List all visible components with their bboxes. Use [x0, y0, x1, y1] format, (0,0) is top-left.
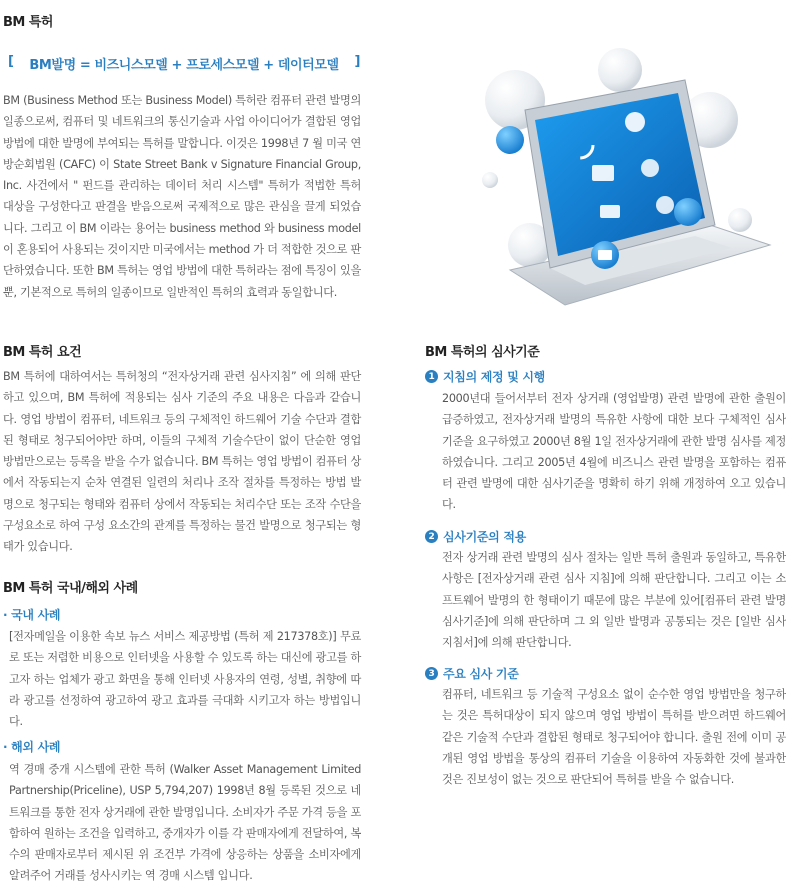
criteria-item-2-title: 심사기준의 적용 — [443, 530, 526, 544]
requirements-body: BM 특허에 대하여서는 특허청의 “전자상거래 관련 심사지침” 에 의해 판단하고 있으며, BM 특허에 적용되는 심사 기준의 주요 내용은 다음과 같습니다. 영업 방법이 컴퓨터, 네트워크 등의 구체적인 하드웨어 기술 수단과 결합된 형태로 청구되어야만 하며, 이들의 구체적 기술수단이 없이 단순한 영업방법만으로는 등록을 받을 수가 없습니다. BM 특허는 영업 방법이 컴퓨터 상에서 작동되는지 순차 연결된 일련의 처리나 조작 절차를 특정하는 방법 발명으로 청구되는 형태와 컴퓨터 상에서 작동되는 처리수단 또는 조작 수단을 구성요소로 하여 구성 요소간의 관계를 특정하는 물건 발명으로 청구되는 형태가 있습니다. — [3, 370, 361, 554]
number-badge-3: 3 — [425, 667, 438, 680]
screen-icon — [592, 165, 614, 181]
formula-text: BM발명 = 비즈니스모델 + 프로세스모델 + 데이터모델 — [29, 58, 339, 73]
overseas-case-body: 역 경매 중개 시스템에 관한 특허 (Walker Asset Management Limited Partnership(Priceline), USP 5,794,207) 1998년 8월 등록된 것으로 네트워크를 통한 전자 상거래에 관한 발명입니다. 소비자가 주문 가격 등을 포함하여 원하는 조건을 입력하고, 중개자가 이를 각 판매자에게 전달하여, 복수의 판매자로부터 제시된 위 조건부 가격에 상응하는 상품을 소비자에게 알려주어 거래를 성사시키는 역 경매 시스템 입니다. — [9, 763, 361, 883]
bubble-small-1 — [482, 172, 498, 188]
criteria-item-3-body: 컴퓨터, 네트워크 등 기술적 구성요소 없이 순수한 영업 방법만을 청구하는 것은 특허대상이 되지 않으며 영업 방법이 특허를 받으려면 하드웨어 같은 기술적 수단과 결합된 형태로 청구되어야 합니다. 출원 전에 이미 공개된 영업 방법을 통상의 컴퓨터 기술을 이용하여 자동화한 것에 불과한 것은 진보성이 없는 것으로 판단되어 특허를 받을 수 없습니다. — [442, 688, 786, 787]
formula-close-bracket: ] — [354, 54, 360, 69]
bubble-top — [598, 48, 642, 92]
overseas-case-label: · 해외 사례 — [3, 740, 61, 754]
domestic-case-body: [전자메일을 이용한 속보 뉴스 서비스 제공방법 (특허 제 217378호)] 무료로 또는 저렴한 비용으로 인터넷을 사용할 수 있도록 하는 대신에 광고를 하고자 하는 업체가 광고 화면을 통해 인터넷 사용자의 연령, 성별, 취향에 따라 광고를 선정하여 광고하여 광고 효과를 극대화 시키고자 하는 방법입니다. — [9, 630, 361, 729]
chat-icon — [641, 159, 659, 177]
criteria-item-1-heading — [425, 368, 545, 385]
bubble-small-2 — [728, 208, 752, 232]
criteria-item-2-body: 전자 상거래 관련 발명의 심사 절차는 일반 특허 출원과 동일하고, 특유한 사항은 [전자상거래 관련 심사 지침]에 의해 판단합니다. 그리고 이는 소프트웨어 발명의 한 형태이기 때문에 많은 부분에 있어[컴퓨터 관련 발명 심사기준]에 의해 판단하며 그 외 일반 발명과 공통되는 것은 [일반 심사 지침서]에 의해 판단합니다. — [442, 551, 786, 650]
network-bubble-left — [496, 126, 524, 154]
criteria-item-1-body: 2000년대 들어서부터 전자 상거래 (영업발명) 관련 발명에 관한 출원이 급증하였고, 전자상거래 발명의 특유한 사항에 대한 보다 구체적인 심사기준을 요구하였고 2000년 8월 1일 전자상거래에 관한 발명 심사를 제정하였습니다. 그리고 2005년 4월에 비즈니스 관련 발명을 포함하는 컴퓨터 관련 발명에 대한 심사기준을 명확히 하기 위해 개정하여 오고 있습니다. — [442, 392, 786, 512]
criteria-item-3-heading — [425, 665, 519, 682]
domestic-case-label: · 국내 사례 — [3, 608, 61, 622]
criteria-item-1-title: 지침의 제정 및 시행 — [443, 370, 545, 384]
bm-patent-description: BM (Business Method 또는 Business Model) 특허란 컴퓨터 관련 발명의 일종으로써, 컴퓨터 및 네트워크의 통신기술과 사업 아이디어가 결합된 영업 방법에 대한 발명에 부여되는 특허를 말합니다. 이것은 1998년 7 월 미국 연방순회법원 (CAFC) 이 State Street Bank v Signature Financial Group, Inc. 사건에서 " 펀드를 관리하는 데이터 처리 시스템" 특허가 적법한 특허 대상을 구성한다고 판결을 받음으로써 국제적으로 많은 관심을 끌게 되었습니다. 그리고 이 BM 이라는 용어는 business method 와 business model이 혼용되어 사용되는 것이지만 미국에서는 method 가 더 적합한 것으로 판단하였습니다. 또한 BM 특허는 영업 방법에 대한 특허라는 점에 특징이 있을 뿐, 기본적으로 특허의 일종이므로 일반적인 특허의 효력과 동일합니다. — [3, 94, 361, 299]
bm-patent-title: BM 특허 — [3, 15, 53, 30]
criteria-item-2-heading — [425, 528, 526, 545]
camera-icon — [600, 205, 620, 218]
criteria-title: BM 특허의 심사기준 — [425, 345, 540, 360]
cases-title: BM 특허 국내/해외 사례 — [3, 581, 138, 596]
laptop-network-illustration — [470, 40, 780, 310]
mail-icon — [598, 250, 612, 260]
criteria-item-3-title: 주요 심사 기준 — [443, 667, 519, 681]
network-bubble-right — [674, 198, 702, 226]
number-badge-1: 1 — [425, 370, 438, 383]
bm-formula — [8, 54, 360, 73]
phone-icon — [625, 112, 645, 132]
formula-open-bracket: [ — [8, 54, 14, 69]
number-badge-2: 2 — [425, 530, 438, 543]
requirements-title: BM 특허 요건 — [3, 345, 82, 360]
globe-icon — [656, 196, 674, 214]
